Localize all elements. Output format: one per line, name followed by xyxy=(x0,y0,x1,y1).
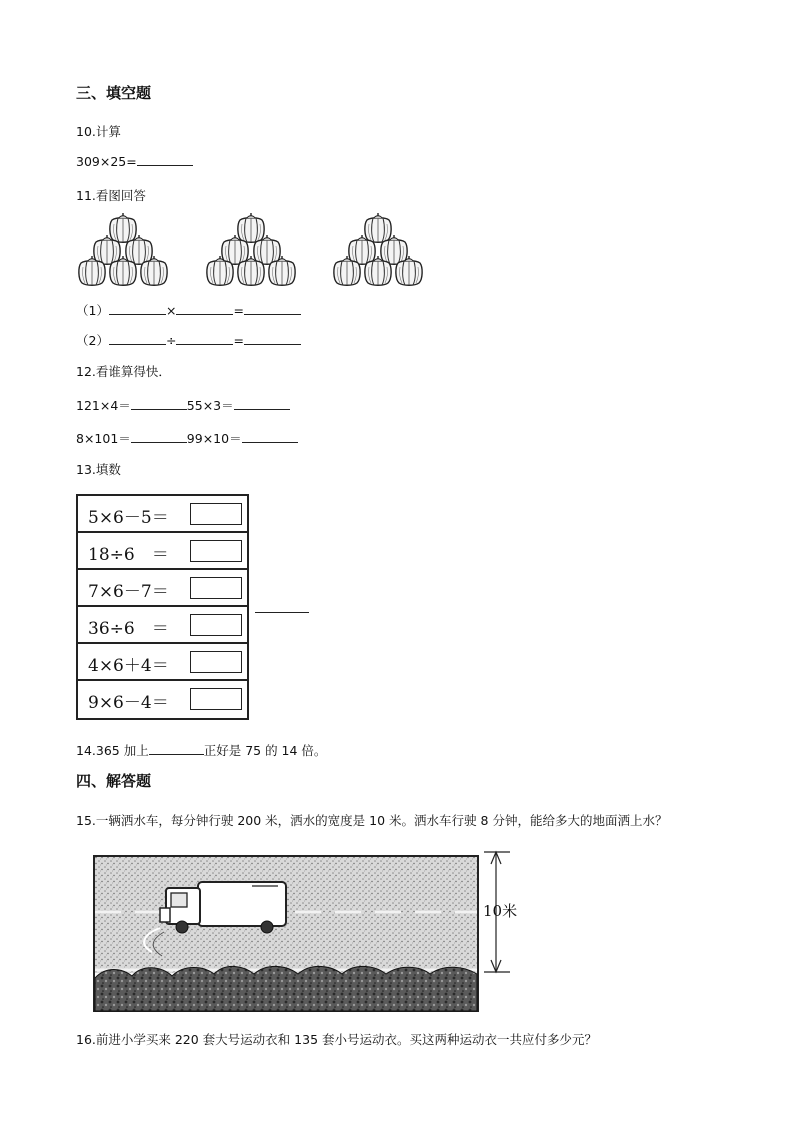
answer-blank[interactable] xyxy=(137,164,193,166)
fill-expression: 5×6－5＝ xyxy=(88,508,169,528)
width-label: 10米 xyxy=(483,902,518,920)
q12-expr: 8×101＝ xyxy=(76,431,131,446)
fill-row xyxy=(78,681,247,718)
pepper-groups-figure xyxy=(76,212,428,288)
q14-text-post: 正好是 75 的 14 倍。 xyxy=(203,743,327,758)
pepper-group-3 xyxy=(334,213,422,285)
q11-line-1 xyxy=(76,301,301,319)
q10-title: 10.计算 xyxy=(76,124,121,139)
answer-box[interactable] xyxy=(190,651,242,673)
answer-blank[interactable] xyxy=(131,408,187,410)
water-truck-figure xyxy=(92,848,532,1014)
fill-row xyxy=(78,496,247,533)
q12-expr: 99×10＝ xyxy=(186,431,242,446)
operator: × xyxy=(165,303,177,318)
q16-text: 16.前进小学买来 220 套大号运动衣和 135 套小号运动衣。买这两种运动衣一共应付多少元？ xyxy=(76,1032,597,1047)
fill-expression: 4×6＋4＝ xyxy=(88,656,169,676)
section-title-fill: 三、填空题 xyxy=(76,84,152,102)
q12-expr: 55×3＝ xyxy=(186,398,234,413)
q11-title: 11.看图回答 xyxy=(76,188,146,203)
answer-blank[interactable] xyxy=(109,313,166,315)
equals-sign: = xyxy=(233,333,244,348)
q12-row-2 xyxy=(76,429,298,447)
fill-row xyxy=(78,570,247,607)
operator: ÷ xyxy=(165,333,177,348)
q11-line1-label: （1） xyxy=(76,303,109,318)
answer-blank[interactable] xyxy=(131,441,187,443)
q11-line2-label: （2） xyxy=(76,333,109,348)
answer-box[interactable] xyxy=(190,614,242,636)
fill-expression: 18÷6 ＝ xyxy=(88,545,169,565)
answer-blank[interactable] xyxy=(234,408,290,410)
q14-line xyxy=(76,741,326,759)
answer-blank[interactable] xyxy=(244,313,301,315)
answer-blank[interactable] xyxy=(149,753,204,755)
fill-expression: 36÷6 ＝ xyxy=(88,619,169,639)
equals-sign: = xyxy=(233,303,244,318)
fill-row xyxy=(78,607,247,644)
answer-blank[interactable] xyxy=(109,343,166,345)
q12-expr: 121×4＝ xyxy=(76,398,131,413)
answer-box[interactable] xyxy=(190,540,242,562)
q13-title: 13.填数 xyxy=(76,462,121,477)
q14-text-pre: 14.365 加上 xyxy=(76,743,149,758)
pepper-group-2 xyxy=(207,213,295,285)
pepper-group-1 xyxy=(79,213,167,285)
answer-blank[interactable] xyxy=(244,343,301,345)
q11-line-2 xyxy=(76,331,301,349)
answer-blank[interactable] xyxy=(176,313,233,315)
q10-expr-text: 309×25= xyxy=(76,154,137,169)
q10-expression xyxy=(76,154,193,169)
fill-expression: 9×6－4＝ xyxy=(88,693,169,713)
q12-title: 12.看谁算得快． xyxy=(76,364,171,379)
answer-box[interactable] xyxy=(190,503,242,525)
fill-row xyxy=(78,644,247,681)
q15-text: 15.一辆洒水车，每分钟行驶 200 米，洒水的宽度是 10 米。洒水车行驶 8 分钟，能给多大的地面洒上水？ xyxy=(76,813,668,828)
answer-blank[interactable] xyxy=(255,612,309,613)
answer-blank[interactable] xyxy=(242,441,298,443)
answer-blank[interactable] xyxy=(176,343,233,345)
section-title-solve: 四、解答题 xyxy=(76,772,152,790)
q12-row-1 xyxy=(76,396,290,414)
answer-box[interactable] xyxy=(190,688,242,710)
fill-row xyxy=(78,533,247,570)
answer-box[interactable] xyxy=(190,577,242,599)
fill-number-table xyxy=(76,494,249,720)
fill-expression: 7×6－7＝ xyxy=(88,582,169,602)
